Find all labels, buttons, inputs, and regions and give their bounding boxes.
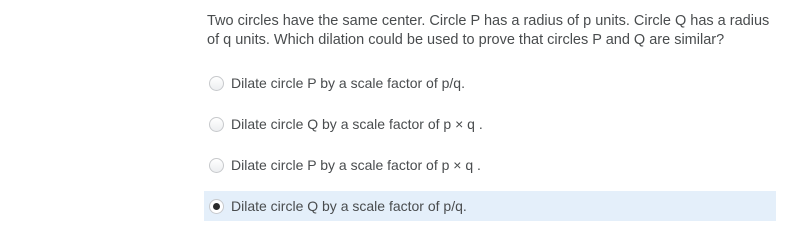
answer-option-2[interactable] [204,109,776,139]
answer-option-label: Dilate circle Q by a scale factor of p/q. [231,198,467,214]
answer-option-label: Dilate circle P by a scale factor of p × q . [231,157,481,173]
answer-option-3[interactable] [204,150,776,180]
radio-checked-icon[interactable] [209,199,224,214]
answer-option-4[interactable] [204,191,776,221]
radio-unchecked-icon[interactable] [209,117,224,132]
radio-unchecked-icon[interactable] [209,158,224,173]
question-text: Two circles have the same center. Circle P has a radius of p units. Circle Q has a radius of q units. Which dilation could be used to prove that circles P and Q are similar? [207,13,770,48]
answer-option-label: Dilate circle P by a scale factor of p/q. [231,75,465,91]
answer-option-1[interactable] [204,68,776,98]
answer-options [204,68,776,232]
radio-dot [213,203,220,210]
answer-option-label: Dilate circle Q by a scale factor of p × q . [231,116,483,132]
radio-unchecked-icon[interactable] [209,76,224,91]
